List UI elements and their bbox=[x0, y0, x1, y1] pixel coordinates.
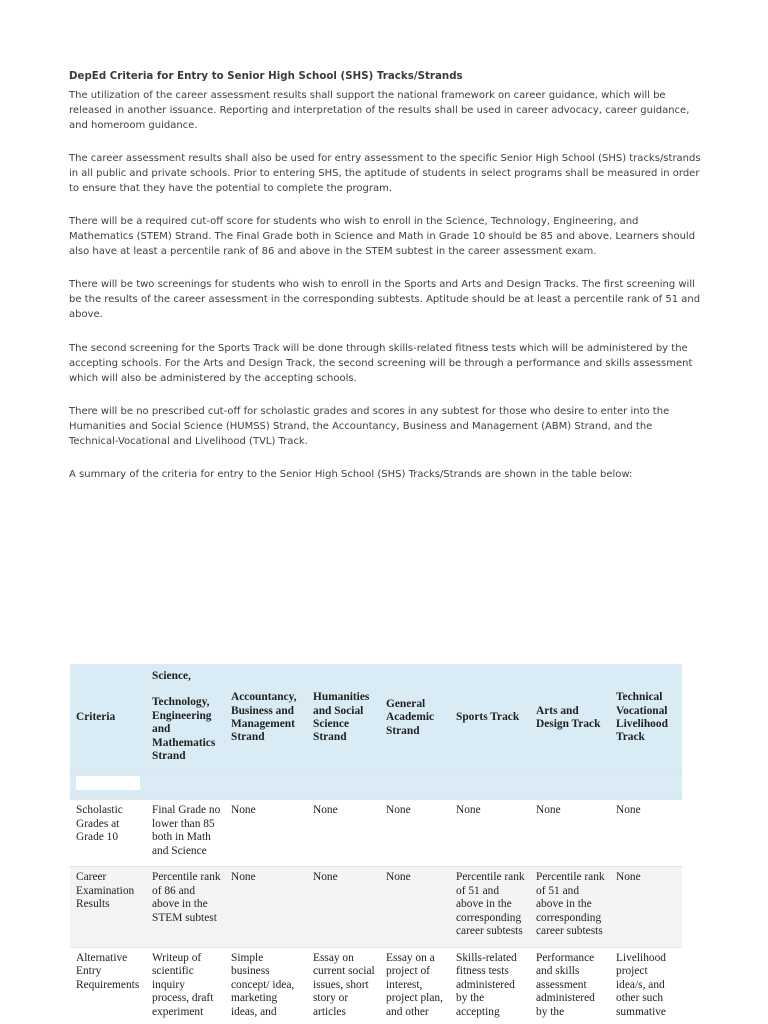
cell-criteria: Alternative Entry Requirements bbox=[70, 947, 146, 1024]
cell-arts: Performance and skills assessment administered by the bbox=[530, 947, 610, 1024]
criteria-table bbox=[70, 664, 682, 1024]
cell-abm: None bbox=[225, 800, 307, 867]
cell-sports: Percentile rank of 51 and above in the corresponding career subtests bbox=[450, 867, 530, 948]
header-tvl: Technical Vocational Livelihood Track bbox=[610, 664, 682, 773]
cell-abm: None bbox=[225, 867, 307, 948]
cell-sports: None bbox=[450, 800, 530, 867]
cell-stem: Writeup of scientific inquiry process, draft experiment bbox=[146, 947, 225, 1024]
header-criteria: Criteria bbox=[70, 664, 146, 773]
cell-gas: None bbox=[380, 867, 450, 948]
cell-criteria: Scholastic Grades at Grade 10 bbox=[70, 800, 146, 867]
cell-arts: None bbox=[530, 800, 610, 867]
header-stem-rest: Technology, Engineering and Mathematics Strand bbox=[152, 696, 216, 763]
cell-humss: None bbox=[307, 800, 380, 867]
header-arts: Arts and Design Track bbox=[530, 664, 610, 773]
table-header-row bbox=[70, 664, 682, 773]
cell-tvl: None bbox=[610, 800, 682, 867]
cell-stem: Final Grade no lower than 85 both in Math and Science bbox=[146, 800, 225, 867]
blank-field bbox=[76, 776, 140, 790]
criteria-table-container bbox=[70, 664, 682, 1024]
cell-abm: Simple business concept/ idea, marketing ideas, and bbox=[225, 947, 307, 1024]
cell-criteria: Career Examination Results bbox=[70, 867, 146, 948]
paragraph-second-screening: The second screening for the Sports Track will be done through skills-related fitness tests which will be administered by the accepting schools. For the Arts and Design Track, the second screening will be through a performance and skills assessment which will also be administered by the accepting schools. bbox=[69, 343, 693, 384]
header-humss: Humanities and Social Science Strand bbox=[307, 664, 380, 773]
cell-gas: Essay on a project of interest, project plan, and other bbox=[380, 947, 450, 1024]
cell-tvl: None bbox=[610, 867, 682, 948]
cell-gas: None bbox=[380, 800, 450, 867]
cell-arts: Percentile rank of 51 and above in the corresponding career subtests bbox=[530, 867, 610, 948]
cell-humss: None bbox=[307, 867, 380, 948]
header-stem-first-line: Science, bbox=[152, 670, 191, 682]
table-row bbox=[70, 867, 682, 948]
header-sports: Sports Track bbox=[450, 664, 530, 773]
header-abm: Accountancy, Business and Management Strand bbox=[225, 664, 307, 773]
header-gas: General Academic Strand bbox=[380, 664, 450, 773]
header-stem bbox=[146, 664, 225, 773]
paragraph-entry-assessment: The career assessment results shall also be used for entry assessment to the specific Senior High School (SHS) tracks/strands in all public and private schools. Prior to entering SHS, the aptitude of students in select programs shall be measured in order to ensure that they have the potential to complete the program. bbox=[69, 153, 701, 194]
table-spacer-row bbox=[70, 773, 682, 800]
cell-tvl: Livelihood project idea/s, and other such summative bbox=[610, 947, 682, 1024]
cell-stem: Percentile rank of 86 and above in the STEM subtest bbox=[146, 867, 225, 948]
paragraph-career-assessment-utilization: The utilization of the career assessment results shall support the national framework on career guidance, which will be released in another issuance. Reporting and interpretation of the results shall be used in career advocacy, career guidance, and homeroom guidance. bbox=[69, 90, 690, 131]
paragraph-stem-cutoff: There will be a required cut-off score for students who wish to enroll in the Science, Technology, Engineering, and Mathematics (STEM) Strand. The Final Grade both in Science and Math in Grade 10 should be 85 and above. Learners should also have at least a percentile rank of 86 and above in the STEM subtest in the career assessment exam. bbox=[69, 216, 696, 257]
spacer-cell bbox=[70, 773, 146, 800]
table-row bbox=[70, 800, 682, 867]
paragraph-table-intro: A summary of the criteria for entry to the Senior High School (SHS) Tracks/Strands are shown in the table below: bbox=[69, 469, 633, 480]
document-heading: DepEd Criteria for Entry to Senior High School (SHS) Tracks/Strands bbox=[69, 71, 463, 82]
cell-sports: Skills-related fitness tests administered by the accepting bbox=[450, 947, 530, 1024]
cell-humss: Essay on current social issues, short story or articles bbox=[307, 947, 380, 1024]
paragraph-no-cutoff: There will be no prescribed cut-off for scholastic grades and scores in any subtest for those who desire to enter into the Humanities and Social Science (HUMSS) Strand, the Accountancy, Business and Management (ABM) Strand, and the Technical-Vocational and Livelihood (TVL) Track. bbox=[69, 406, 670, 447]
paragraph-sports-arts-screenings: There will be two screenings for students who wish to enroll in the Sports and Arts and Design Tracks. The first screening will be the results of the career assessment in the corresponding subtests. Aptitude should be at least a percentile rank of 51 and above. bbox=[69, 279, 701, 320]
table-row bbox=[70, 947, 682, 1024]
